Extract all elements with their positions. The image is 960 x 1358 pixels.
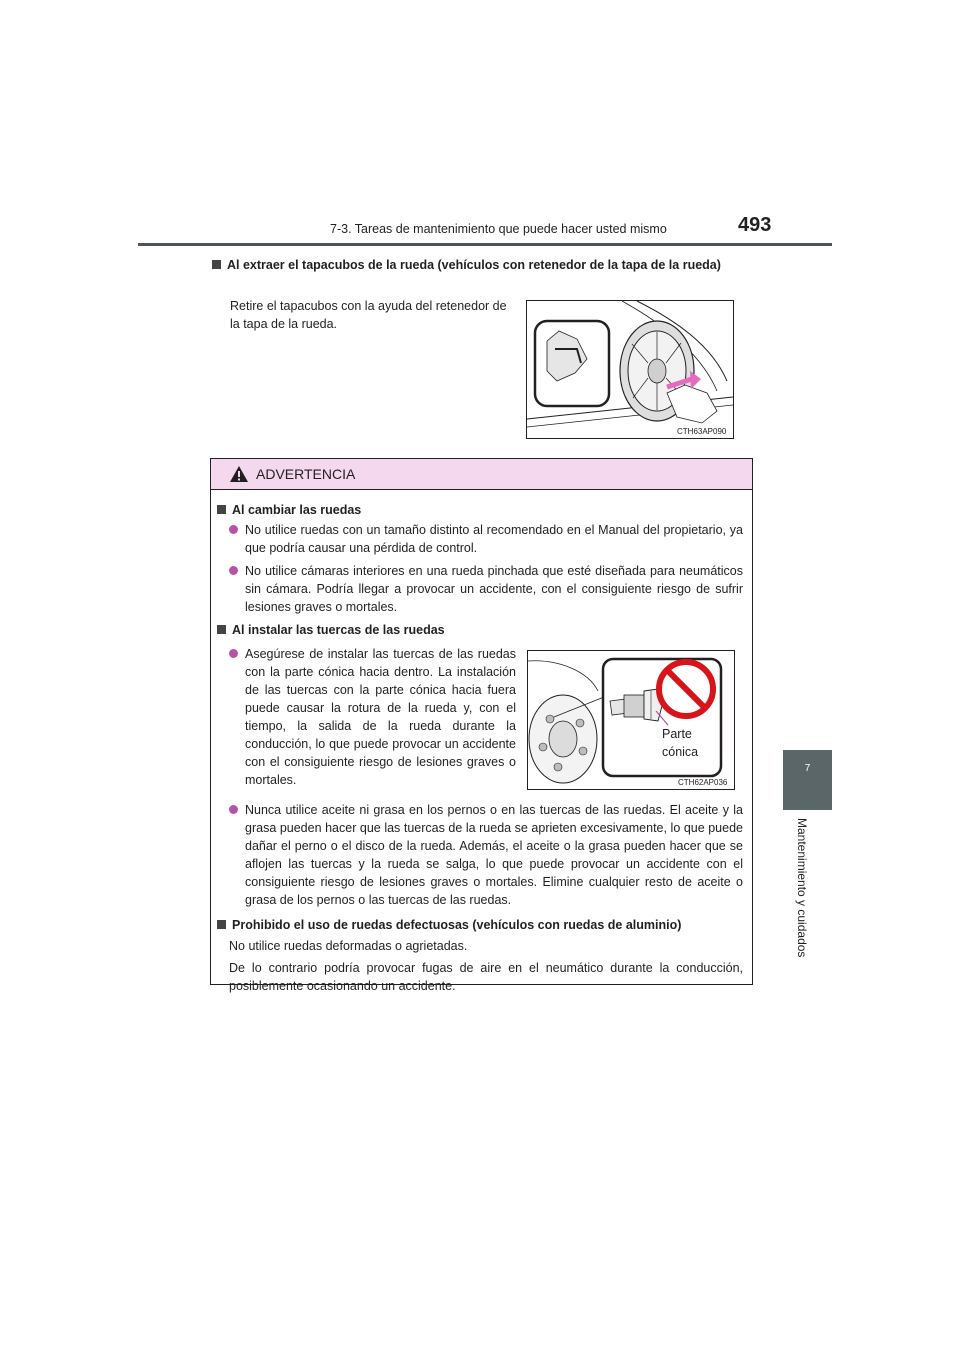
- square-bullet-icon: [217, 625, 226, 634]
- page-number: 493: [738, 214, 772, 236]
- conical-part-label: Parte cónica: [662, 727, 699, 759]
- bullet-item: No utilice ruedas con un tamaño distinto al recomendado en el Manual del propietario, ya que podría causar una pérdida de control.: [229, 521, 743, 557]
- header-section-title: 7-3. Tareas de mantenimiento que puede hacer usted mismo: [330, 222, 667, 236]
- chapter-title: Mantenimiento y cuidados: [795, 818, 809, 958]
- warning-subheading-defective: Prohibido el uso de ruedas defectuosas (vehículos con ruedas de aluminio): [217, 916, 681, 934]
- defective-wheels-para2: De lo contrario podría provocar fugas de aire en el neumático durante la conducción, posiblemente ocasionando un accidente.: [229, 961, 743, 993]
- hubcap-removal-figure: [526, 300, 734, 439]
- bullet-dot-icon: [229, 649, 238, 658]
- header-rule: [138, 243, 832, 246]
- chapter-number: 7: [804, 763, 811, 774]
- warning-triangle-icon: [229, 465, 249, 483]
- hubcap-instruction: Retire el tapacubos con la ayuda del retenedor de la tapa de la rueda.: [230, 299, 507, 331]
- warning-subheading-nuts: Al instalar las tuercas de las ruedas: [217, 621, 445, 639]
- warning-title: ADVERTENCIA: [256, 466, 356, 482]
- bullet-item: No utilice cámaras interiores en una rueda pinchada que esté diseñada para neumáticos sin cámara. Podría llegar a provocar un accidente, con el consiguiente riesgo de sufrir lesiones graves o mortales.: [229, 562, 743, 616]
- bullet-dot-icon: [229, 525, 238, 534]
- bullet-dot-icon: [229, 566, 238, 575]
- chapter-tab: [783, 750, 832, 810]
- defective-wheels-para1: No utilice ruedas deformadas o agrietadas.: [229, 939, 468, 953]
- bullet-dot-icon: [229, 805, 238, 814]
- figure-code: CTH63AP090: [677, 427, 727, 436]
- wheel-hubcap-illustration: [527, 301, 733, 438]
- bullet-item: Asegúrese de instalar las tuercas de las ruedas con la parte cónica hacia dentro. La instalación de las tuercas con la parte cónica hacia fuera puede causar la rotura de la rueda y, con el tiempo, la salida de la rueda durante la conducción, lo que puede provocar un accidente con el consiguiente riesgo de lesiones graves o mortales.: [229, 645, 516, 775]
- section-heading-hubcap: Al extraer el tapacubos de la rueda (vehículos con retenedor de la tapa de la rueda): [212, 256, 750, 274]
- warning-header: [211, 459, 752, 490]
- square-bullet-icon: [217, 920, 226, 929]
- wheel-nut-illustration: [528, 651, 734, 789]
- square-bullet-icon: [217, 505, 226, 514]
- figure-code: CTH62AP036: [678, 778, 728, 787]
- warning-subheading-change: Al cambiar las ruedas: [217, 501, 361, 519]
- wheel-nut-figure: [527, 650, 735, 790]
- warning-box: [210, 458, 753, 993]
- bullet-item: Nunca utilice aceite ni grasa en los pernos o en las tuercas de las ruedas. El aceite y la grasa pueden hacer que las tuercas de la rueda se aprieten excesivamente, lo que puede dañar el perno o el disco de la rueda. Además, el aceite o la grasa pueden hacer que se aflojen las tuercas y la rueda se salga, lo que puede provocar un accidente con el consiguiente riesgo de lesiones graves o mortales. Elimine cualquier resto de aceite o grasa de los pernos o las tuercas de las ruedas.: [229, 801, 743, 909]
- square-bullet-icon: [212, 260, 221, 269]
